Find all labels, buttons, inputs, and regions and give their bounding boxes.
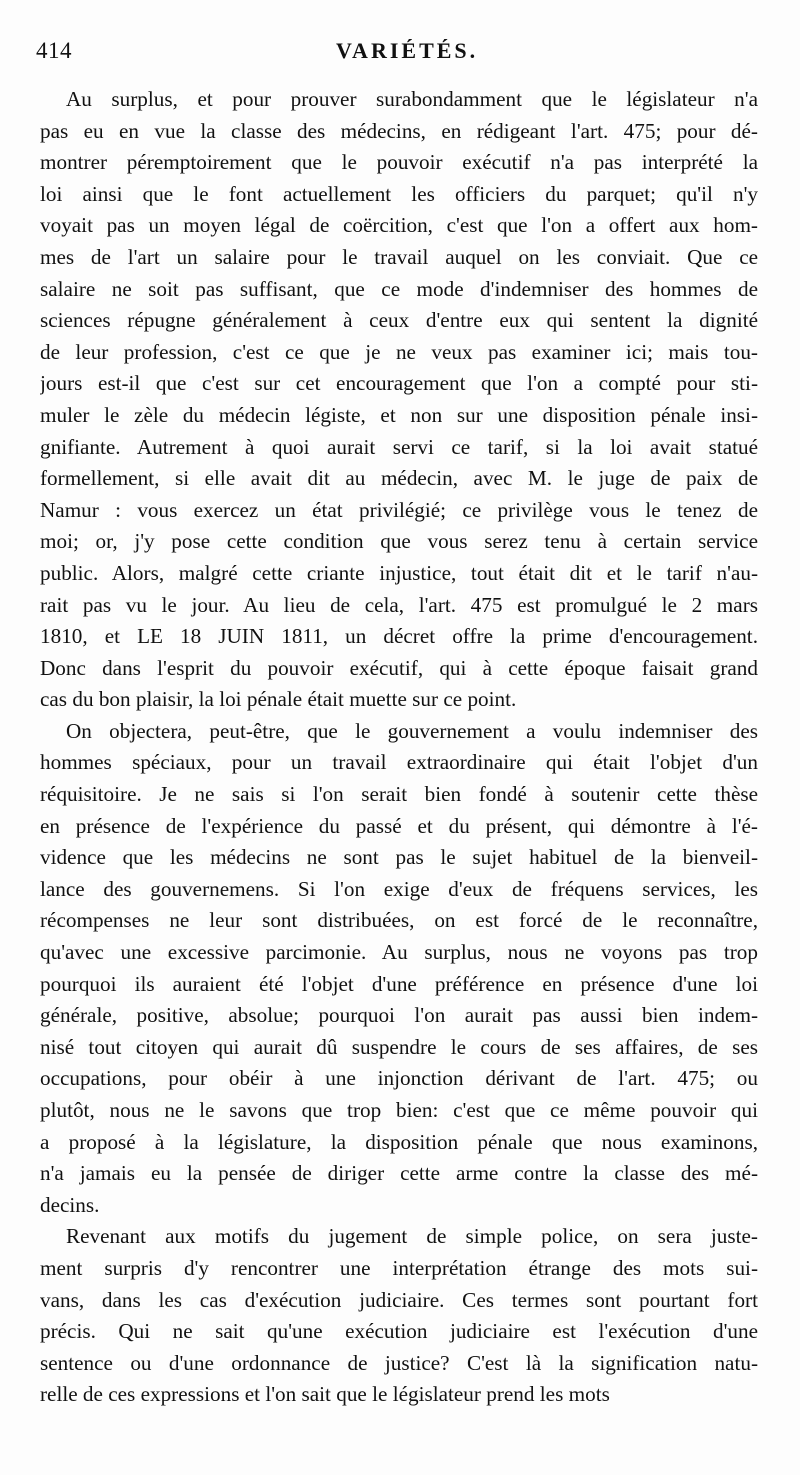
text-line: pourquoi ils auraient été l'objet d'une préférence en présence d'une loi xyxy=(40,971,758,996)
running-head xyxy=(36,38,760,78)
text-line: decins. xyxy=(40,1192,100,1217)
text-line: récompenses ne leur sont distribuées, on est forcé de le reconnaître, xyxy=(40,908,758,933)
text-line: voyait pas un moyen légal de coërcition, c'est que l'on a offert aux hom- xyxy=(40,213,758,238)
text-line: nisé tout citoyen qui aurait dû suspendre le cours de ses affaires, de ses xyxy=(40,1034,758,1059)
text-line: générale, positive, absolue; pourquoi l'on aurait pas aussi bien indem- xyxy=(40,1003,758,1028)
text-line: mes de l'art un salaire pour le travail auquel on les conviait. Que ce xyxy=(40,244,758,269)
text-line: sciences répugne généralement à ceux d'entre eux qui sentent la dignité xyxy=(40,308,758,333)
text-line: rait pas vu le jour. Au lieu de cela, l'art. 475 est promulgué le 2 mars xyxy=(40,592,758,617)
text-line: formellement, si elle avait dit au médecin, avec M. le juge de paix de xyxy=(40,466,758,491)
text-line: moi; or, j'y pose cette condition que vous serez tenu à certain service xyxy=(40,529,758,554)
text-line: précis. Qui ne sait qu'une exécution judiciaire est l'exécution d'une xyxy=(40,1319,758,1344)
text-line: Namur : vous exercez un état privilégié; ce privilège vous le tenez de xyxy=(40,497,758,522)
text-line: montrer péremptoirement que le pouvoir exécutif n'a pas interprété la xyxy=(40,150,758,175)
text-line: de leur profession, c'est ce que je ne veux pas examiner ici; mais tou- xyxy=(40,339,758,364)
text-line: pas eu en vue la classe des médecins, en rédigeant l'art. 475; pour dé- xyxy=(40,118,758,143)
text-line: n'a jamais eu la pensée de diriger cette arme contre la classe des mé- xyxy=(40,1161,758,1186)
text-line: jours est-il que c'est sur cet encouragement que l'on a compté pour sti- xyxy=(40,371,758,396)
text-line: gnifiante. Autrement à quoi aurait servi ce tarif, si la loi avait statué xyxy=(40,434,758,459)
text-line: Donc dans l'esprit du pouvoir exécutif, qui à cette époque faisait grand xyxy=(40,655,758,680)
text-line: cas du bon plaisir, la loi pénale était muette sur ce point. xyxy=(40,687,517,712)
section-title: VARIÉTÉS. xyxy=(336,38,479,63)
text-line: salaire ne soit pas suffisant, que ce mode d'indemniser des hommes de xyxy=(40,276,758,301)
paragraph-1 xyxy=(40,84,758,716)
text-line: vans, dans les cas d'exécution judiciaire. Ces termes sont pourtant fort xyxy=(40,1287,758,1312)
text-line: Au surplus, et pour prouver surabondamment que le législateur n'a xyxy=(66,87,758,111)
text-line: en présence de l'expérience du passé et du présent, qui démontre à l'é- xyxy=(40,813,758,838)
text-line: vidence que les médecins ne sont pas le sujet habituel de la bienveil- xyxy=(40,845,758,870)
text-line: occupations, pour obéir à une injonction dérivant de l'art. 475; ou xyxy=(40,1066,758,1091)
text-line: relle de ces expressions et l'on sait que le législateur prend les mots xyxy=(40,1382,610,1407)
text-line: Revenant aux motifs du jugement de simple police, on sera juste- xyxy=(66,1224,758,1249)
text-line: loi ainsi que le font actuellement les officiers du parquet; qu'il n'y xyxy=(40,181,758,206)
text-line: a proposé à la législature, la disposition pénale que nous examinons, xyxy=(40,1129,758,1154)
text-line: muler le zèle du médecin légiste, et non sur une disposition pénale insi- xyxy=(40,402,758,427)
body-text xyxy=(40,84,758,1411)
text-line: qu'avec une excessive parcimonie. Au surplus, nous ne voyons pas trop xyxy=(40,940,758,965)
text-line: public. Alors, malgré cette criante injustice, tout était dit et le tarif n'au- xyxy=(40,560,758,585)
text-line: ment surpris d'y rencontrer une interprétation étrange des mots sui- xyxy=(40,1255,758,1280)
text-line: lance des gouvernemens. Si l'on exige d'eux de fréquens services, les xyxy=(40,876,758,901)
text-line: réquisitoire. Je ne sais si l'on serait bien fondé à soutenir cette thèse xyxy=(40,782,758,807)
text-line: hommes spéciaux, pour un travail extraordinaire qui était l'objet d'un xyxy=(40,750,758,775)
text-line: 1810, et LE 18 JUIN 1811, un décret offre la prime d'encouragement. xyxy=(40,624,758,649)
page-number: 414 xyxy=(36,38,72,63)
paragraph-3 xyxy=(40,1221,758,1411)
paragraph-2 xyxy=(40,716,758,1222)
text-line: plutôt, nous ne le savons que trop bien: c'est que ce même pouvoir qui xyxy=(40,1098,758,1122)
text-line: sentence ou d'une ordonnance de justice? C'est là la signification natu- xyxy=(40,1350,758,1375)
text-line: On objectera, peut-être, que le gouvernement a voulu indemniser des xyxy=(66,718,758,743)
